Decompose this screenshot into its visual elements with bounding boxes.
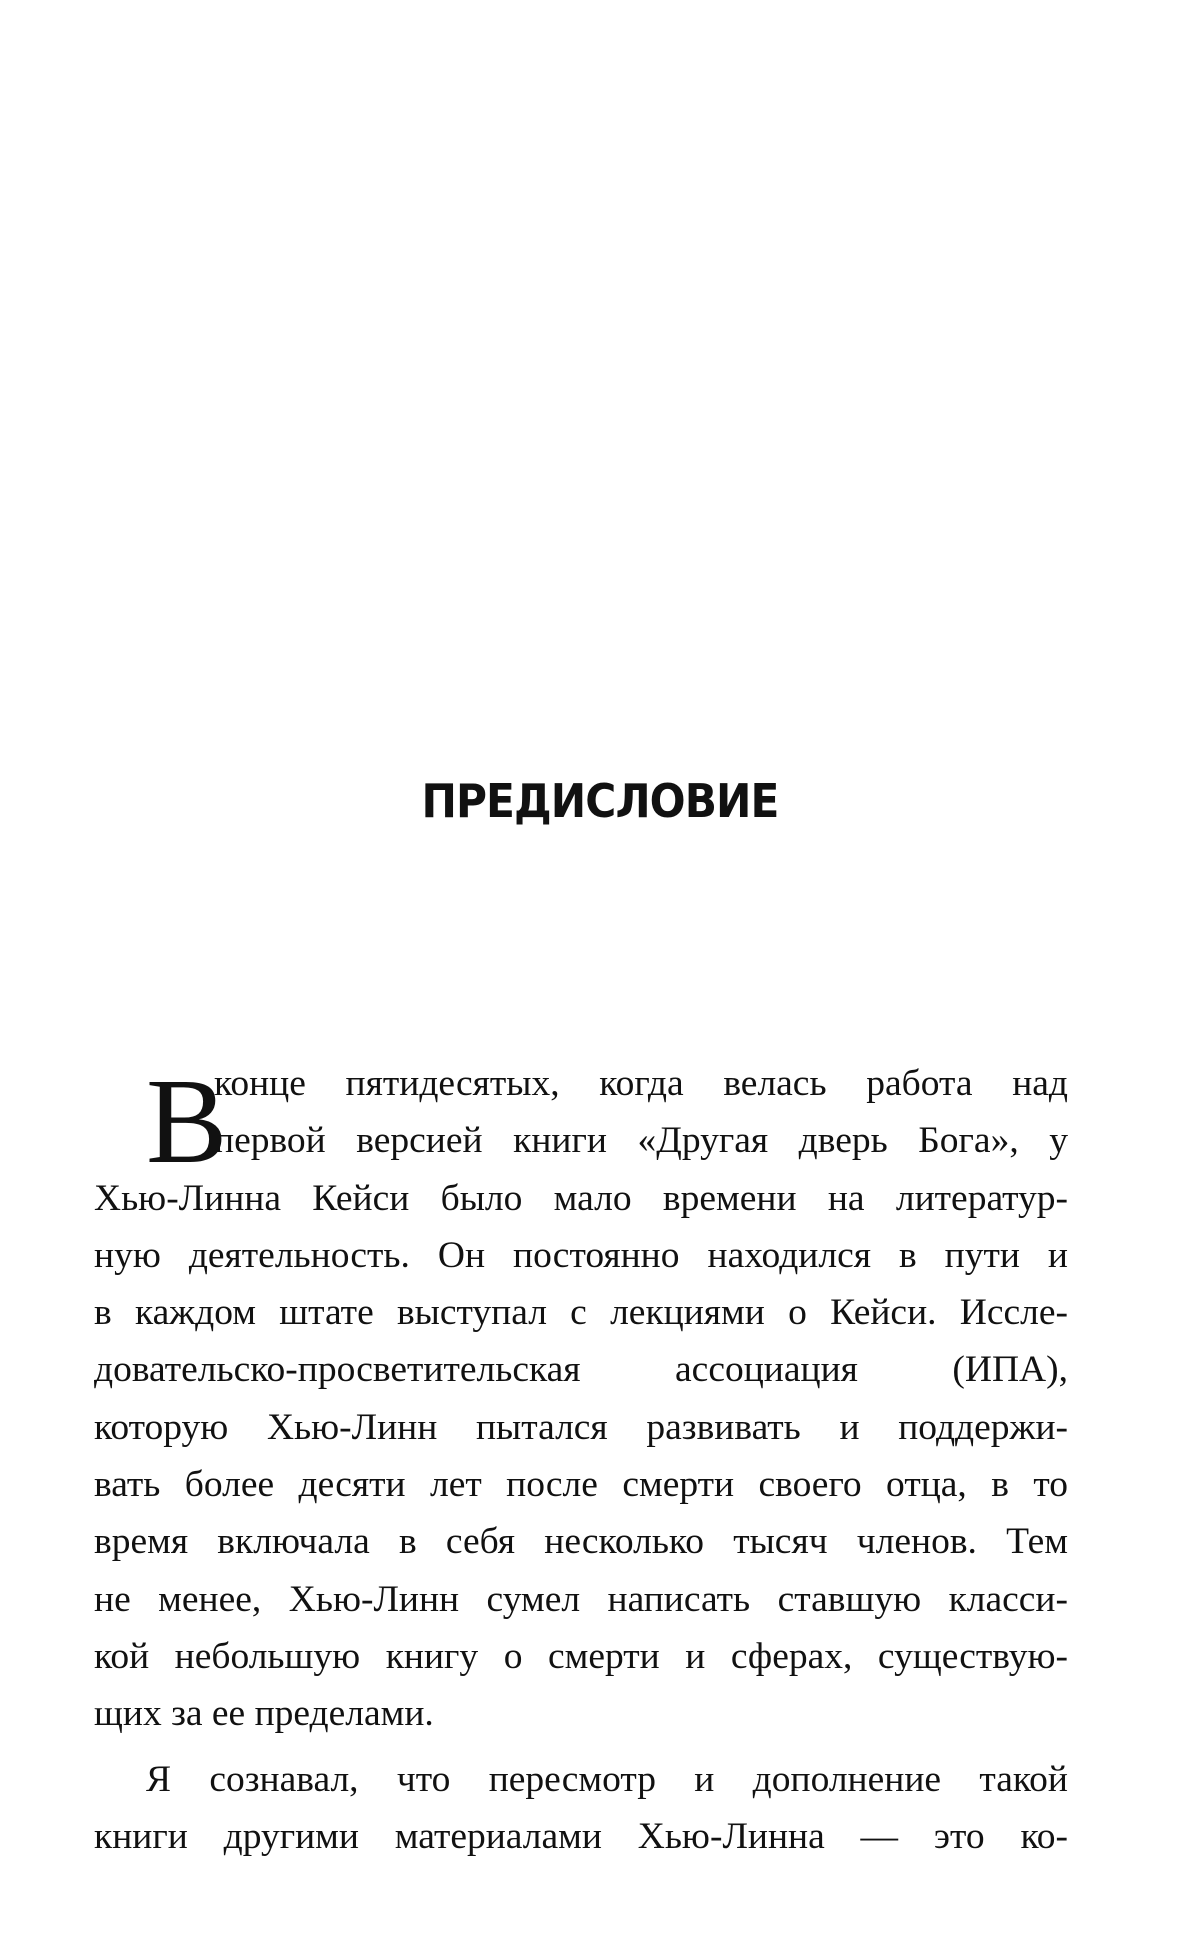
drop-cap: В (146, 1054, 228, 1189)
text-line: которую Хью-Линн пытался развивать и поддержи- (94, 1406, 1068, 1448)
body-text (94, 1055, 1068, 1865)
paragraph-1 (94, 1055, 1068, 1743)
chapter-heading: ПРЕДИСЛОВИЕ (421, 774, 779, 828)
text-line: вать более десяти лет после смерти своего отца, в то (94, 1464, 1068, 1506)
text-line: книги другими материалами Хью-Линна — это ко- (94, 1815, 1068, 1857)
text-line: щих за ее пределами. (94, 1693, 434, 1735)
text-line: кой небольшую книгу о смерти и сферах, существую- (94, 1635, 1068, 1677)
text-line: довательско-просветительская ассоциация (ИПА), (94, 1349, 1068, 1391)
text-line: Я сознавал, что пересмотр и дополнение такой (146, 1758, 1068, 1800)
text-line: конце пятидесятых, когда велась работа над (214, 1063, 1068, 1104)
paragraph-2 (94, 1751, 1068, 1866)
text-line: Хью-Линна Кейси было мало времени на литератур- (94, 1177, 1068, 1219)
text-line: в каждом штате выступал с лекциями о Кейси. Иссле- (94, 1292, 1068, 1334)
text-line: не менее, Хью-Линн сумел написать ставшую класси- (94, 1578, 1068, 1620)
text-line: первой версией книги «Другая дверь Бога», у (214, 1120, 1068, 1162)
text-line: ную деятельность. Он постоянно находился в пути и (94, 1234, 1068, 1276)
text-line: время включала в себя несколько тысяч членов. Тем (94, 1521, 1068, 1563)
